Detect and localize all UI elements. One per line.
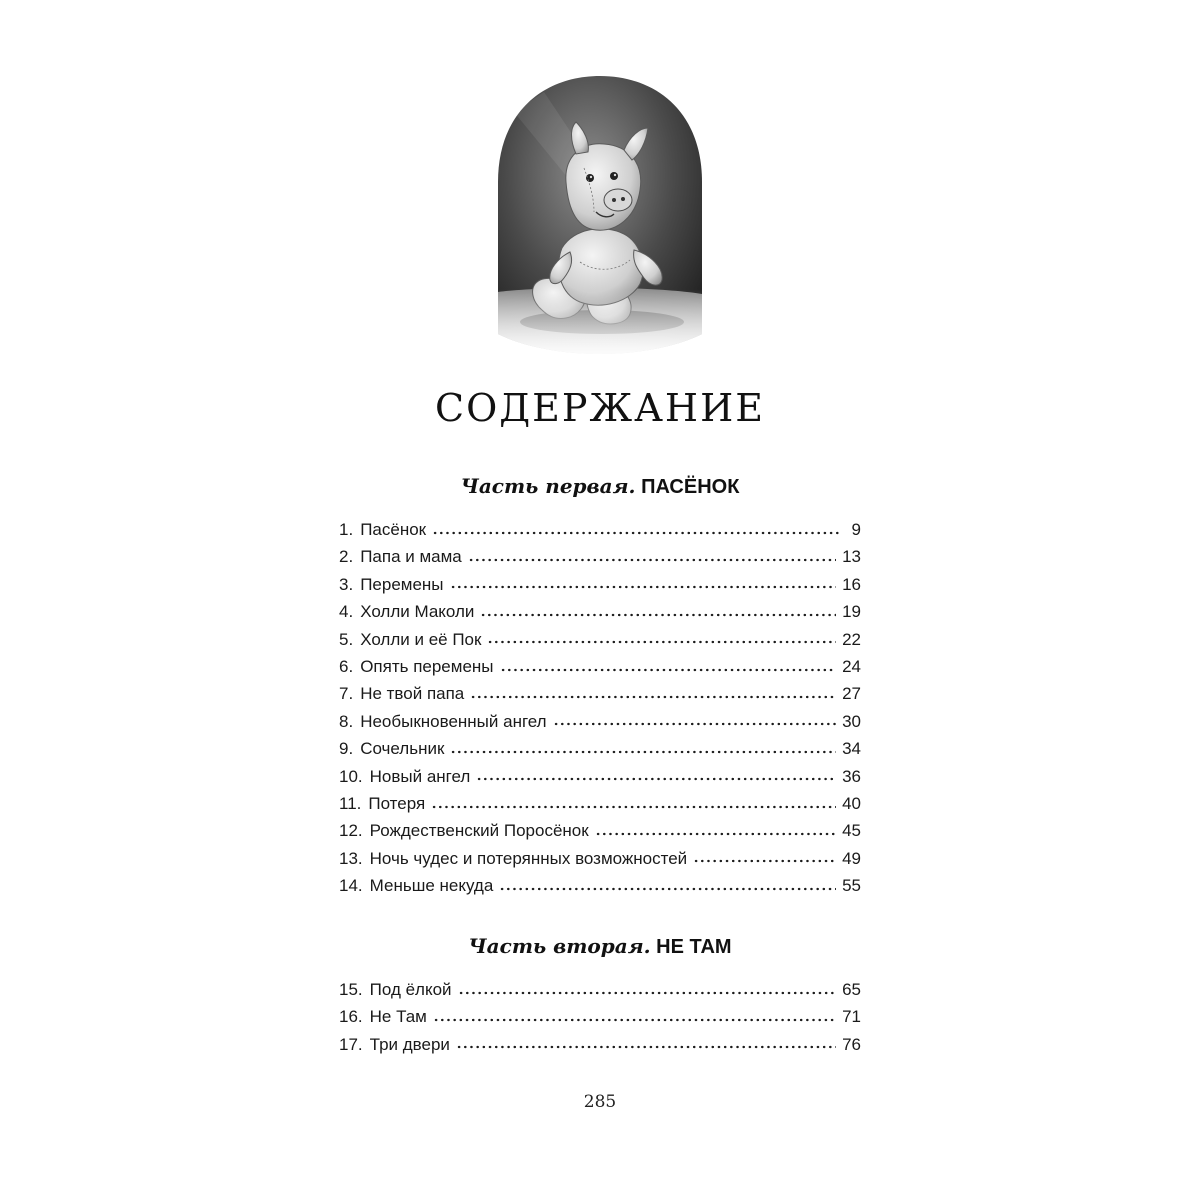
dot-leader [499, 887, 836, 891]
entry-title: Не Там [369, 1007, 427, 1027]
entry-number: 7. [339, 684, 354, 704]
entry-number: 2. [339, 547, 354, 567]
entry-title: Сочельник [360, 739, 445, 759]
part-one-name: ПАСЁНОК [641, 476, 740, 498]
entry-number: 1. [339, 520, 354, 539]
dot-leader [431, 805, 836, 809]
part-one-heading [0, 474, 1200, 499]
toc-entry[interactable] [339, 516, 861, 543]
entry-number: 13. [339, 848, 363, 868]
entry-title: Потеря [368, 793, 426, 813]
entry-number: 16. [339, 1007, 363, 1027]
toc-entry[interactable] [339, 817, 861, 844]
toc-entry[interactable] [339, 571, 861, 598]
toc-entry[interactable] [339, 735, 861, 762]
toc-entry[interactable] [339, 1031, 861, 1058]
entry-page: 65 [842, 980, 861, 999]
toc-entry[interactable] [339, 708, 861, 735]
entry-number: 9. [339, 739, 354, 759]
entry-title: Папа и мама [360, 547, 462, 567]
entry-title: Рождественский Поросёнок [369, 821, 589, 841]
entry-number: 6. [339, 656, 354, 676]
entry-page: 76 [842, 1034, 861, 1054]
toc-entry[interactable] [339, 790, 861, 817]
entry-number: 17. [339, 1034, 363, 1054]
toc-entry[interactable] [339, 680, 861, 707]
entry-title: Ночь чудес и потерянных возможностей [369, 848, 688, 868]
dot-leader [470, 695, 836, 699]
entry-title: Необыкновенный ангел [360, 711, 547, 731]
entry-number: 8. [339, 711, 354, 731]
dot-leader [450, 585, 837, 589]
entry-page: 13 [842, 547, 861, 567]
part-two-heading [0, 934, 1200, 959]
toc-entry[interactable] [339, 1003, 861, 1030]
part-one-entries [339, 516, 861, 899]
entry-title: Меньше некуда [369, 876, 494, 896]
dot-leader [450, 750, 836, 754]
dot-leader [553, 722, 836, 726]
entry-number: 14. [339, 876, 363, 896]
toc-title: СОДЕРЖАНИЕ [435, 386, 765, 430]
dot-leader [595, 832, 836, 836]
dot-leader [480, 613, 836, 617]
entry-title: Перемены [360, 574, 444, 594]
entry-page: 16 [842, 574, 861, 594]
entry-title: Не твой папа [360, 684, 465, 704]
entry-number: 15. [339, 980, 363, 999]
part-two-name: НЕ ТАМ [656, 936, 732, 958]
entry-title: Пасёнок [360, 520, 427, 539]
dot-leader [487, 640, 836, 644]
entry-page: 45 [842, 821, 861, 841]
entry-page: 49 [842, 848, 861, 868]
entry-number: 11. [339, 793, 362, 813]
page-number: 285 [583, 1092, 617, 1112]
entry-title: Холли и её Пок [360, 629, 482, 649]
entry-page: 55 [842, 876, 861, 896]
entry-number: 10. [339, 766, 363, 786]
part-two-prefix: Часть вторая. [468, 934, 651, 958]
entry-number: 5. [339, 629, 354, 649]
dot-leader [468, 558, 836, 562]
toc-entry[interactable] [339, 653, 861, 680]
dot-leader [456, 1045, 836, 1049]
entry-number: 12. [339, 821, 363, 841]
dot-leader [433, 1018, 836, 1022]
toc-entry[interactable] [339, 763, 861, 790]
entry-number: 3. [339, 574, 354, 594]
toc-entry[interactable] [339, 598, 861, 625]
entry-title: Три двери [369, 1034, 450, 1054]
entry-page: 9 [851, 520, 861, 539]
dot-leader [432, 531, 841, 535]
entry-number: 4. [339, 602, 354, 622]
dot-leader [693, 859, 836, 863]
dot-leader [476, 777, 836, 781]
part-one-prefix: Часть первая. [460, 474, 636, 498]
entry-page: 36 [842, 766, 861, 786]
entry-title: Новый ангел [369, 766, 471, 786]
entry-page: 34 [842, 739, 861, 759]
entry-page: 24 [842, 656, 861, 676]
toy-pig-illustration-icon [484, 72, 716, 362]
entry-page: 19 [842, 602, 861, 622]
entry-title: Опять перемены [360, 656, 494, 676]
toc-entry[interactable] [339, 976, 861, 1003]
entry-page: 30 [842, 711, 861, 731]
dot-leader [500, 668, 837, 672]
part-two-entries [339, 976, 861, 1058]
entry-title: Холли Маколи [360, 602, 475, 622]
entry-page: 71 [842, 1007, 861, 1027]
dot-leader [458, 991, 837, 995]
toc-entry[interactable] [339, 626, 861, 653]
entry-page: 22 [842, 629, 861, 649]
entry-page: 40 [842, 793, 861, 813]
toc-entry[interactable] [339, 872, 861, 899]
entry-title: Под ёлкой [369, 980, 452, 999]
toc-entry[interactable] [339, 543, 861, 570]
entry-page: 27 [842, 684, 861, 704]
toc-entry[interactable] [339, 845, 861, 872]
